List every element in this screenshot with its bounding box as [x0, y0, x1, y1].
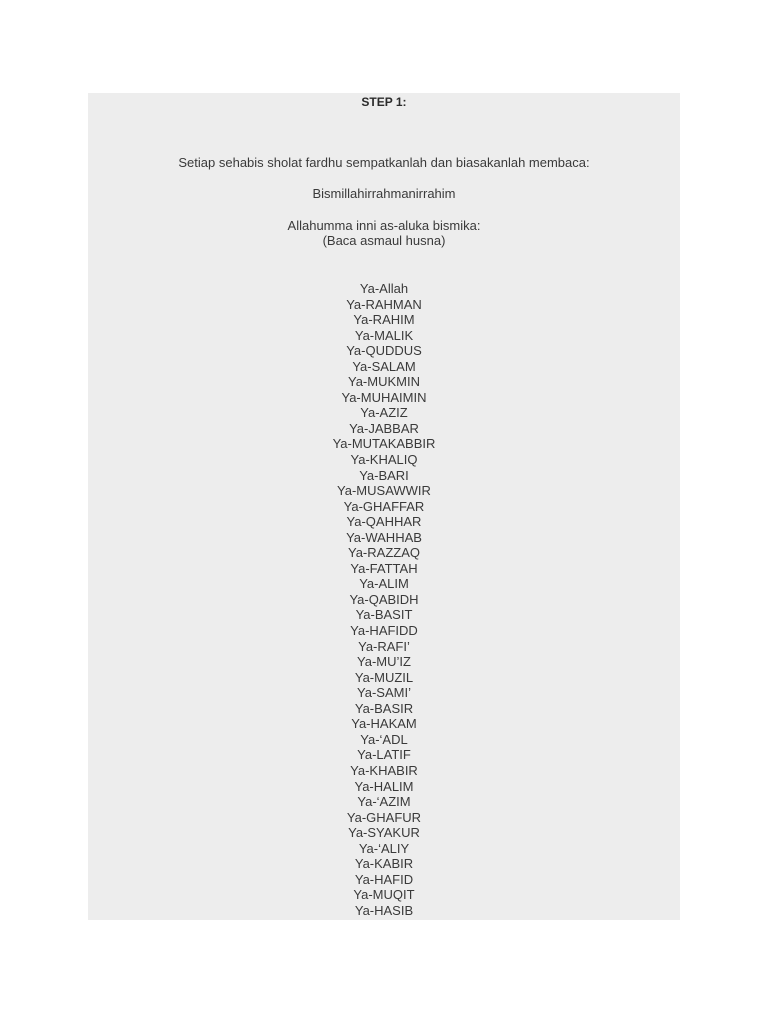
name-list-item: Ya-SAMI’: [357, 685, 411, 701]
name-list-item: Ya-MUZIL: [354, 669, 414, 685]
name-list-item: Ya-MALIK: [354, 327, 414, 343]
name-list-item: Ya-KHABIR: [350, 762, 418, 778]
name-list-item: Ya-GHAFFAR: [343, 498, 425, 514]
name-list-item: Ya-RAHIM: [353, 312, 415, 328]
name-list-item: Ya-KABIR: [354, 856, 414, 872]
name-list-item: Ya-MUTAKABBIR: [332, 436, 436, 452]
name-list-item: Ya-RAHMAN: [346, 296, 422, 312]
name-list-item: Ya-BASIR: [354, 700, 414, 716]
name-list-item: Ya-BARI: [359, 467, 409, 483]
prayer-opening-text: Allahumma inni as-aluka bismika:: [287, 218, 481, 233]
name-list-item: Ya-HASIB: [354, 902, 414, 918]
step-title: STEP 1:: [361, 95, 407, 109]
name-list-item: Ya-RAZZAQ: [348, 545, 420, 561]
bismillah-text: Bismillahirrahmanirrahim: [312, 186, 456, 201]
name-list-item: Ya-HAFIDD: [350, 623, 418, 639]
intro-text: Setiap sehabis sholat fardhu sempatkanlah dan biasakanlah membaca:: [178, 155, 590, 170]
name-list-item: Ya-MUSAWWIR: [337, 483, 431, 499]
name-list-item: Ya-SYAKUR: [348, 825, 420, 841]
name-list-item: Ya-Allah: [359, 281, 409, 296]
name-list-item: Ya-RAFI’: [358, 638, 410, 654]
name-list-item: Ya-WAHHAB: [346, 529, 422, 545]
name-list-item: Ya-‘AZIM: [357, 794, 411, 810]
name-list-item: Ya-SALAM: [352, 358, 416, 374]
name-list-item: Ya-HALIM: [354, 778, 414, 794]
name-list-item: Ya-JABBAR: [349, 420, 419, 436]
name-list-item: Ya-‘ADL: [360, 731, 408, 747]
name-list-item: Ya-HAKAM: [351, 716, 417, 732]
name-list-item: Ya-MUKMIN: [348, 374, 420, 390]
name-list-item: Ya-FATTAH: [350, 560, 418, 576]
name-list-item: Ya-HAFID: [354, 871, 414, 887]
name-list-item: Ya-QAHHAR: [346, 514, 422, 530]
document-page: [88, 93, 680, 920]
name-list-item: Ya-QUDDUS: [346, 343, 422, 359]
name-list-item: Ya-LATIF: [357, 747, 411, 763]
name-list-item: Ya-KHALIQ: [350, 452, 418, 468]
name-list-item: Ya-ALIM: [359, 576, 409, 592]
name-list-item: Ya-AZIZ: [360, 405, 408, 421]
instruction-note: (Baca asmaul husna): [322, 233, 446, 248]
name-list-item: Ya-QABIDH: [349, 591, 419, 607]
name-list-item: Ya-MUHAIMIN: [341, 389, 427, 405]
name-list-item: Ya-BASIT: [355, 607, 413, 623]
name-list-item: Ya-‘ALIY: [358, 840, 410, 856]
name-list-item: Ya-MUQIT: [353, 887, 415, 903]
name-list-item: Ya-GHAFUR: [346, 809, 422, 825]
name-list-item: Ya-MU’IZ: [357, 654, 411, 670]
asmaul-husna-list: [88, 281, 680, 918]
